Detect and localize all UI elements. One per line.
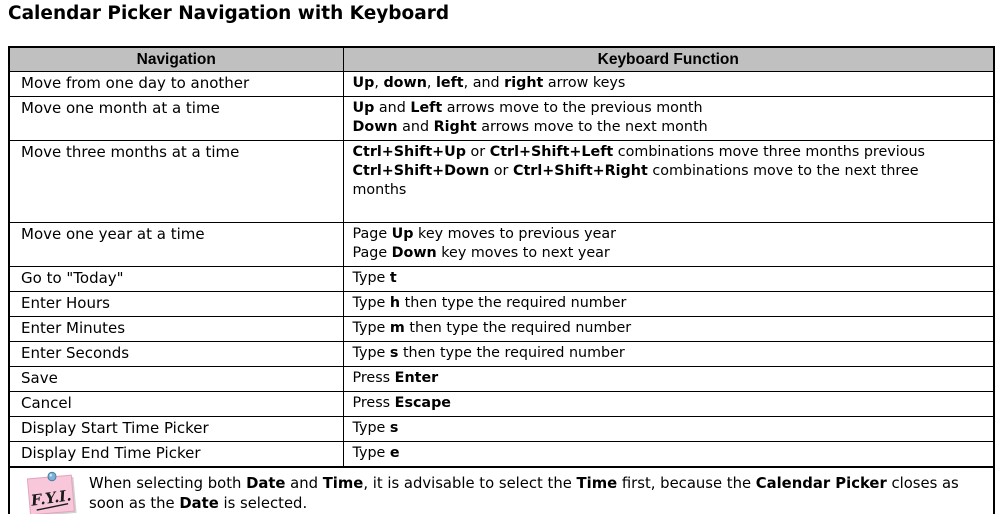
keyboard-function-line: Type e [352, 445, 400, 461]
keyboard-function-line: Type h then type the required number [352, 295, 627, 311]
table-row [9, 342, 994, 367]
fyi-note-cell [9, 467, 994, 514]
keyboard-function-line: Ctrl+Shift+Down or Ctrl+Shift+Right combinations move to the next three [352, 163, 919, 179]
navigation-cell: Enter Hours [9, 292, 343, 317]
table-row [9, 141, 994, 223]
keyboard-function-cell [343, 342, 994, 367]
fyi-note-text [89, 474, 959, 514]
keyboard-function-line: Ctrl+Shift+Up or Ctrl+Shift+Left combinations move three months previous [352, 144, 925, 160]
navigation-cell: Display End Time Picker [9, 442, 343, 468]
keyboard-function-cell [343, 392, 994, 417]
table-row [9, 292, 994, 317]
keyboard-function-cell [343, 72, 994, 97]
keyboard-function-cell [343, 367, 994, 392]
keyboard-function-cell [343, 223, 994, 267]
keyboard-function-cell [343, 97, 994, 141]
fyi-note-line: soon as the Date is selected. [89, 495, 308, 512]
table-row [9, 97, 994, 141]
fyi-icon-label: F.Y.I. [29, 486, 73, 510]
keyboard-function-cell [343, 141, 994, 223]
navigation-cell: Move one month at a time [9, 97, 343, 141]
table-row [9, 442, 994, 468]
table-row [9, 317, 994, 342]
keyboard-function-line: Type m then type the required number [352, 320, 632, 336]
column-header-navigation: Navigation [9, 47, 343, 72]
table-row [9, 417, 994, 442]
table-row [9, 367, 994, 392]
navigation-cell: Enter Minutes [9, 317, 343, 342]
keyboard-function-line: Page Down key moves to next year [352, 245, 610, 261]
keyboard-function-line: Press Enter [352, 370, 439, 386]
table-row [9, 267, 994, 292]
keyboard-function-line: Type s then type the required number [352, 345, 625, 361]
keyboard-function-line [353, 200, 988, 219]
page-title: Calendar Picker Navigation with Keyboard [8, 3, 450, 24]
fyi-sticky-note-icon [20, 470, 82, 514]
navigation-cell: Move from one day to another [9, 72, 343, 97]
keyboard-function-cell [343, 317, 994, 342]
navigation-cell: Move three months at a time [9, 141, 343, 223]
navigation-cell: Enter Seconds [9, 342, 343, 367]
keyboard-function-line: Up and Left arrows move to the previous month [352, 100, 703, 116]
keyboard-function-line: Press Escape [352, 395, 452, 411]
keyboard-function-cell [343, 267, 994, 292]
column-header-keyboard-function: Keyboard Function [343, 47, 994, 72]
table-body [9, 72, 994, 468]
table-row [9, 72, 994, 97]
navigation-cell: Go to "Today" [9, 267, 343, 292]
keyboard-function-line: Down and Right arrows move to the next month [352, 119, 708, 135]
fyi-note-line: When selecting both Date and Time, it is advisable to select the Time first, because the Calendar Picker closes as [89, 475, 959, 492]
keyboard-function-line: Page Up key moves to previous year [352, 226, 617, 242]
keyboard-function-line: Type s [352, 420, 399, 436]
keyboard-shortcuts-table [8, 46, 995, 514]
keyboard-function-cell [343, 442, 994, 468]
table-row [9, 392, 994, 417]
navigation-cell: Cancel [9, 392, 343, 417]
table-row [9, 223, 994, 267]
keyboard-function-line: months [352, 182, 407, 198]
keyboard-function-line: Type t [352, 270, 397, 286]
navigation-cell: Move one year at a time [9, 223, 343, 267]
navigation-cell: Save [9, 367, 343, 392]
fyi-note-row [9, 467, 994, 514]
navigation-cell: Display Start Time Picker [9, 417, 343, 442]
keyboard-function-cell [343, 417, 994, 442]
keyboard-function-cell [343, 292, 994, 317]
table-header-row [9, 47, 994, 72]
pushpin-icon [48, 472, 56, 481]
keyboard-function-line: Up, down, left, and right arrow keys [352, 75, 626, 91]
